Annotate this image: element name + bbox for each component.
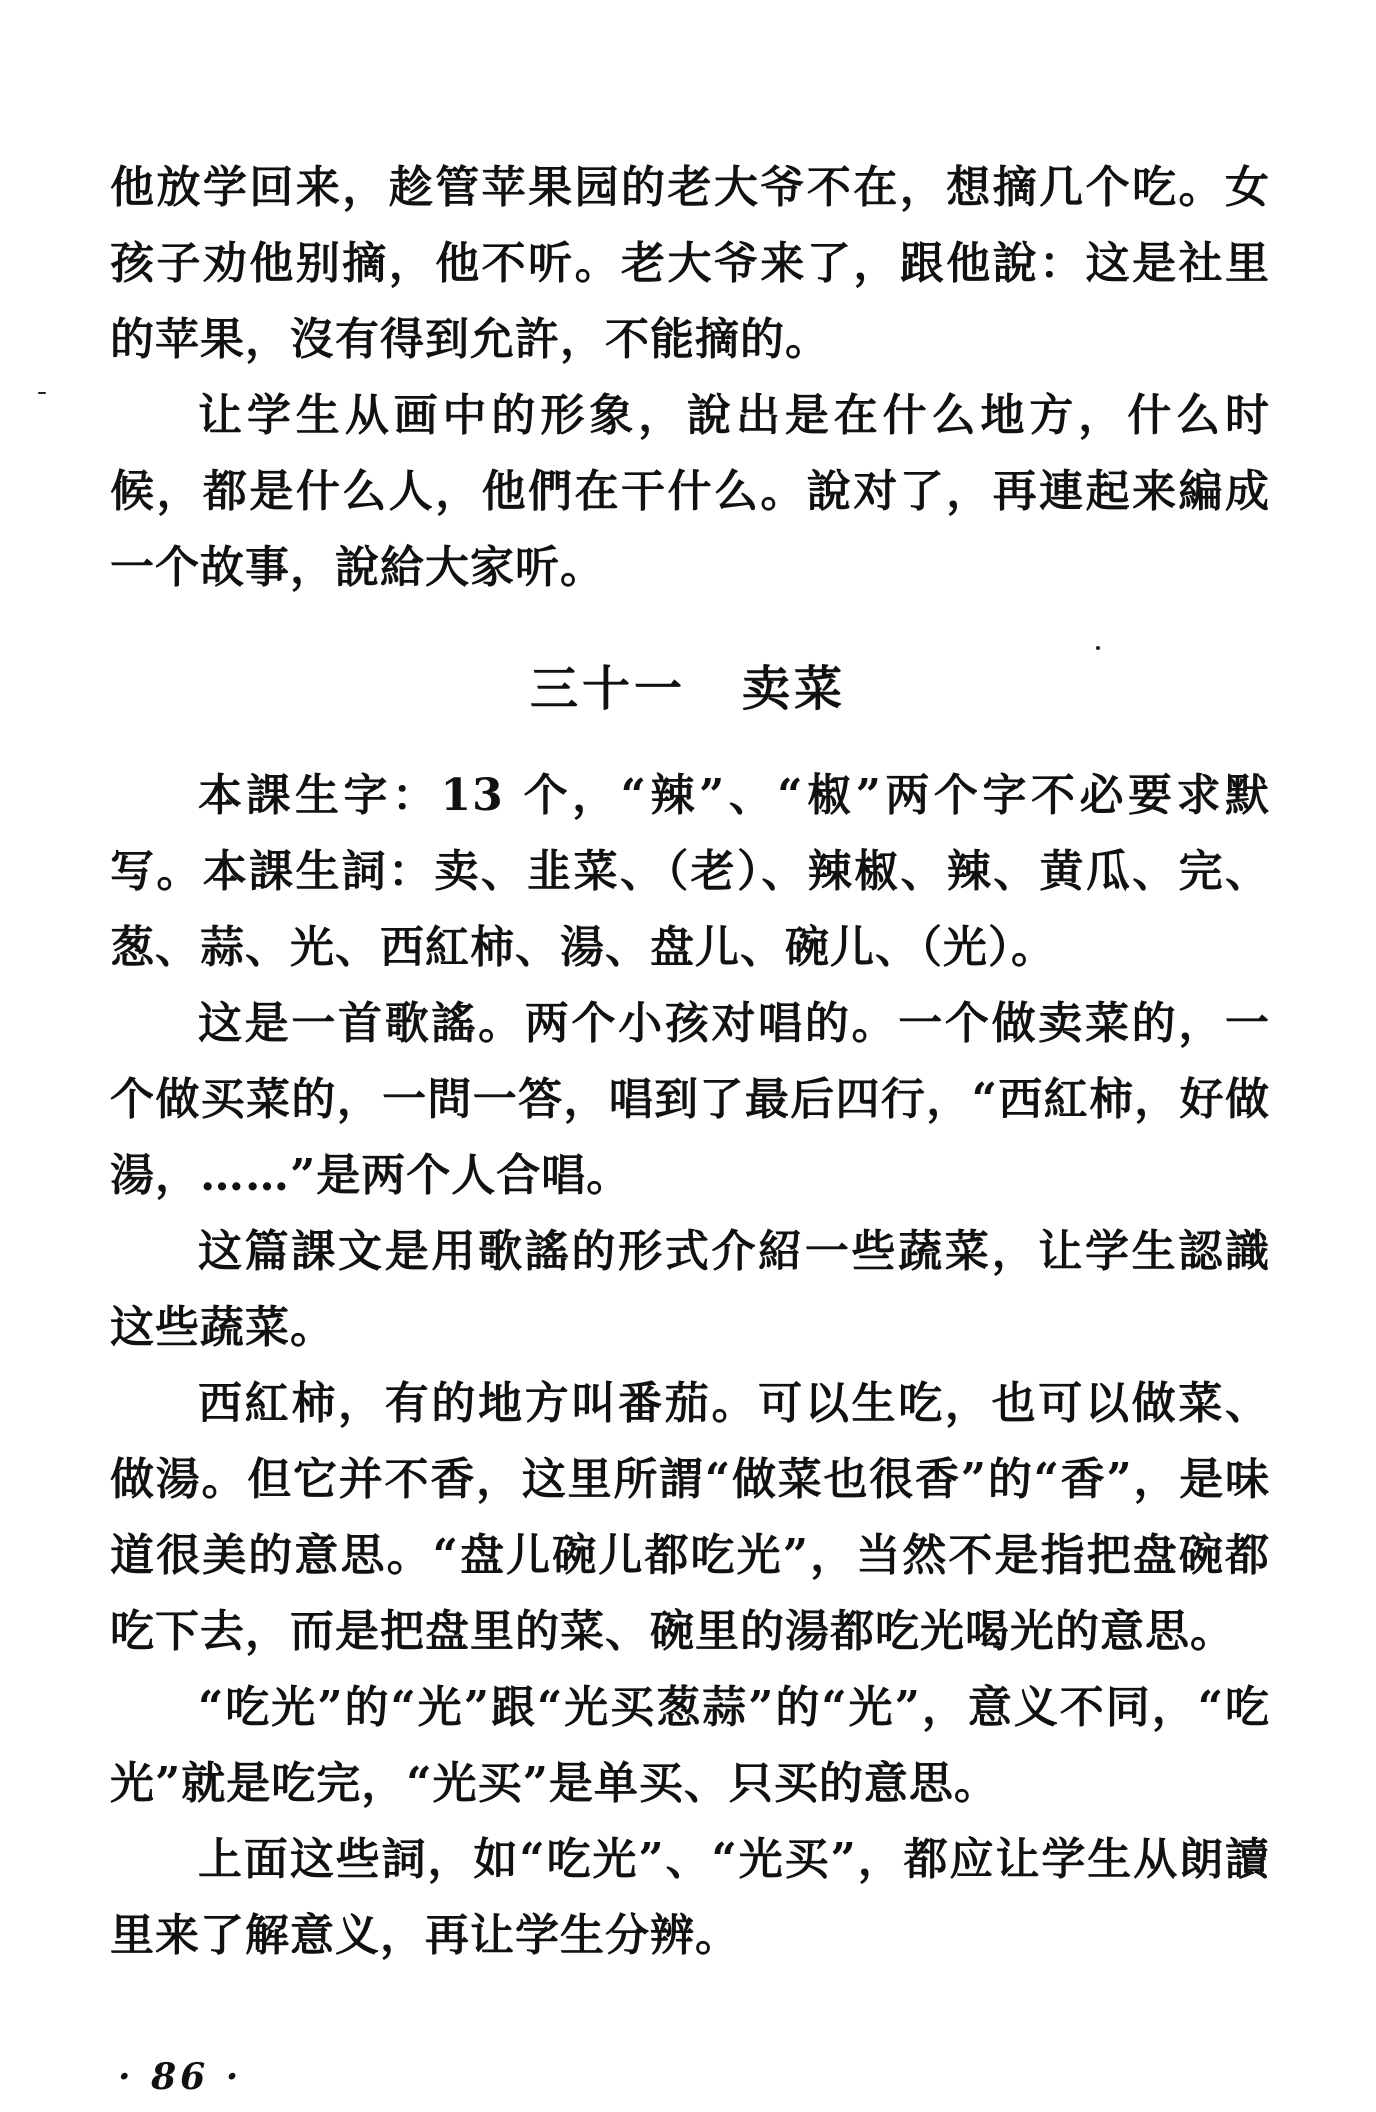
paragraph: “吃光”的“光”跟“光买葱蒜”的“光”，意义不同，“吃光”就是吃完，“光买”是单买、只买的意思。 (110, 1682, 1270, 1809)
paragraph: 这篇課文是用歌謠的形式介紹一些蔬菜，让学生認識这些蔬菜。 (110, 1226, 1270, 1353)
section-title: 卖菜 (742, 661, 847, 717)
section-number: 三十一 (529, 661, 686, 717)
paragraph-continued: 他放学回来，趁管苹果园的老大爷不在，想摘几个吃。女孩子劝他别摘，他不听。老大爷来了，跟他說：这是社里的苹果，沒有得到允許，不能摘的。 (110, 162, 1270, 365)
paragraph: 上面这些詞，如“吃光”、“光买”，都应让学生从朗讀里来了解意义，再让学生分辨。 (110, 1834, 1270, 1961)
paragraph: 本課生字：13 个，“辣”、“椒”两个字不必要求默写。本課生詞：卖、韭菜、（老）、辣椒、辣、黄瓜、完、葱、蒜、光、西紅柿、湯、盘儿、碗儿、（光）。 (110, 770, 1270, 973)
paragraph: 让学生从画中的形象，說出是在什么地方，什么时候，都是什么人，他們在干什么。說对了，再連起来編成一个故事，說給大家听。 (110, 390, 1270, 593)
top-text-block (110, 150, 1270, 606)
scan-speck (1096, 646, 1100, 650)
paragraph: 这是一首歌謠。两个小孩对唱的。一个做卖菜的，一个做买菜的，一問一答，唱到了最后四行，“西紅柿，好做湯，……”是两个人合唱。 (110, 998, 1270, 1201)
lesson-text-block (110, 758, 1270, 1974)
scan-speck (38, 392, 46, 394)
section-heading (0, 650, 1376, 719)
page-number: · 86 · (118, 2056, 243, 2098)
paragraph: 西紅柿，有的地方叫番茄。可以生吃，也可以做菜、做湯。但它并不香，这里所謂“做菜也很香”的“香”，是味道很美的意思。“盘儿碗儿都吃光”，当然不是指把盘碗都吃下去，而是把盘里的菜、碗里的湯都吃光喝光的意思。 (110, 1378, 1270, 1657)
